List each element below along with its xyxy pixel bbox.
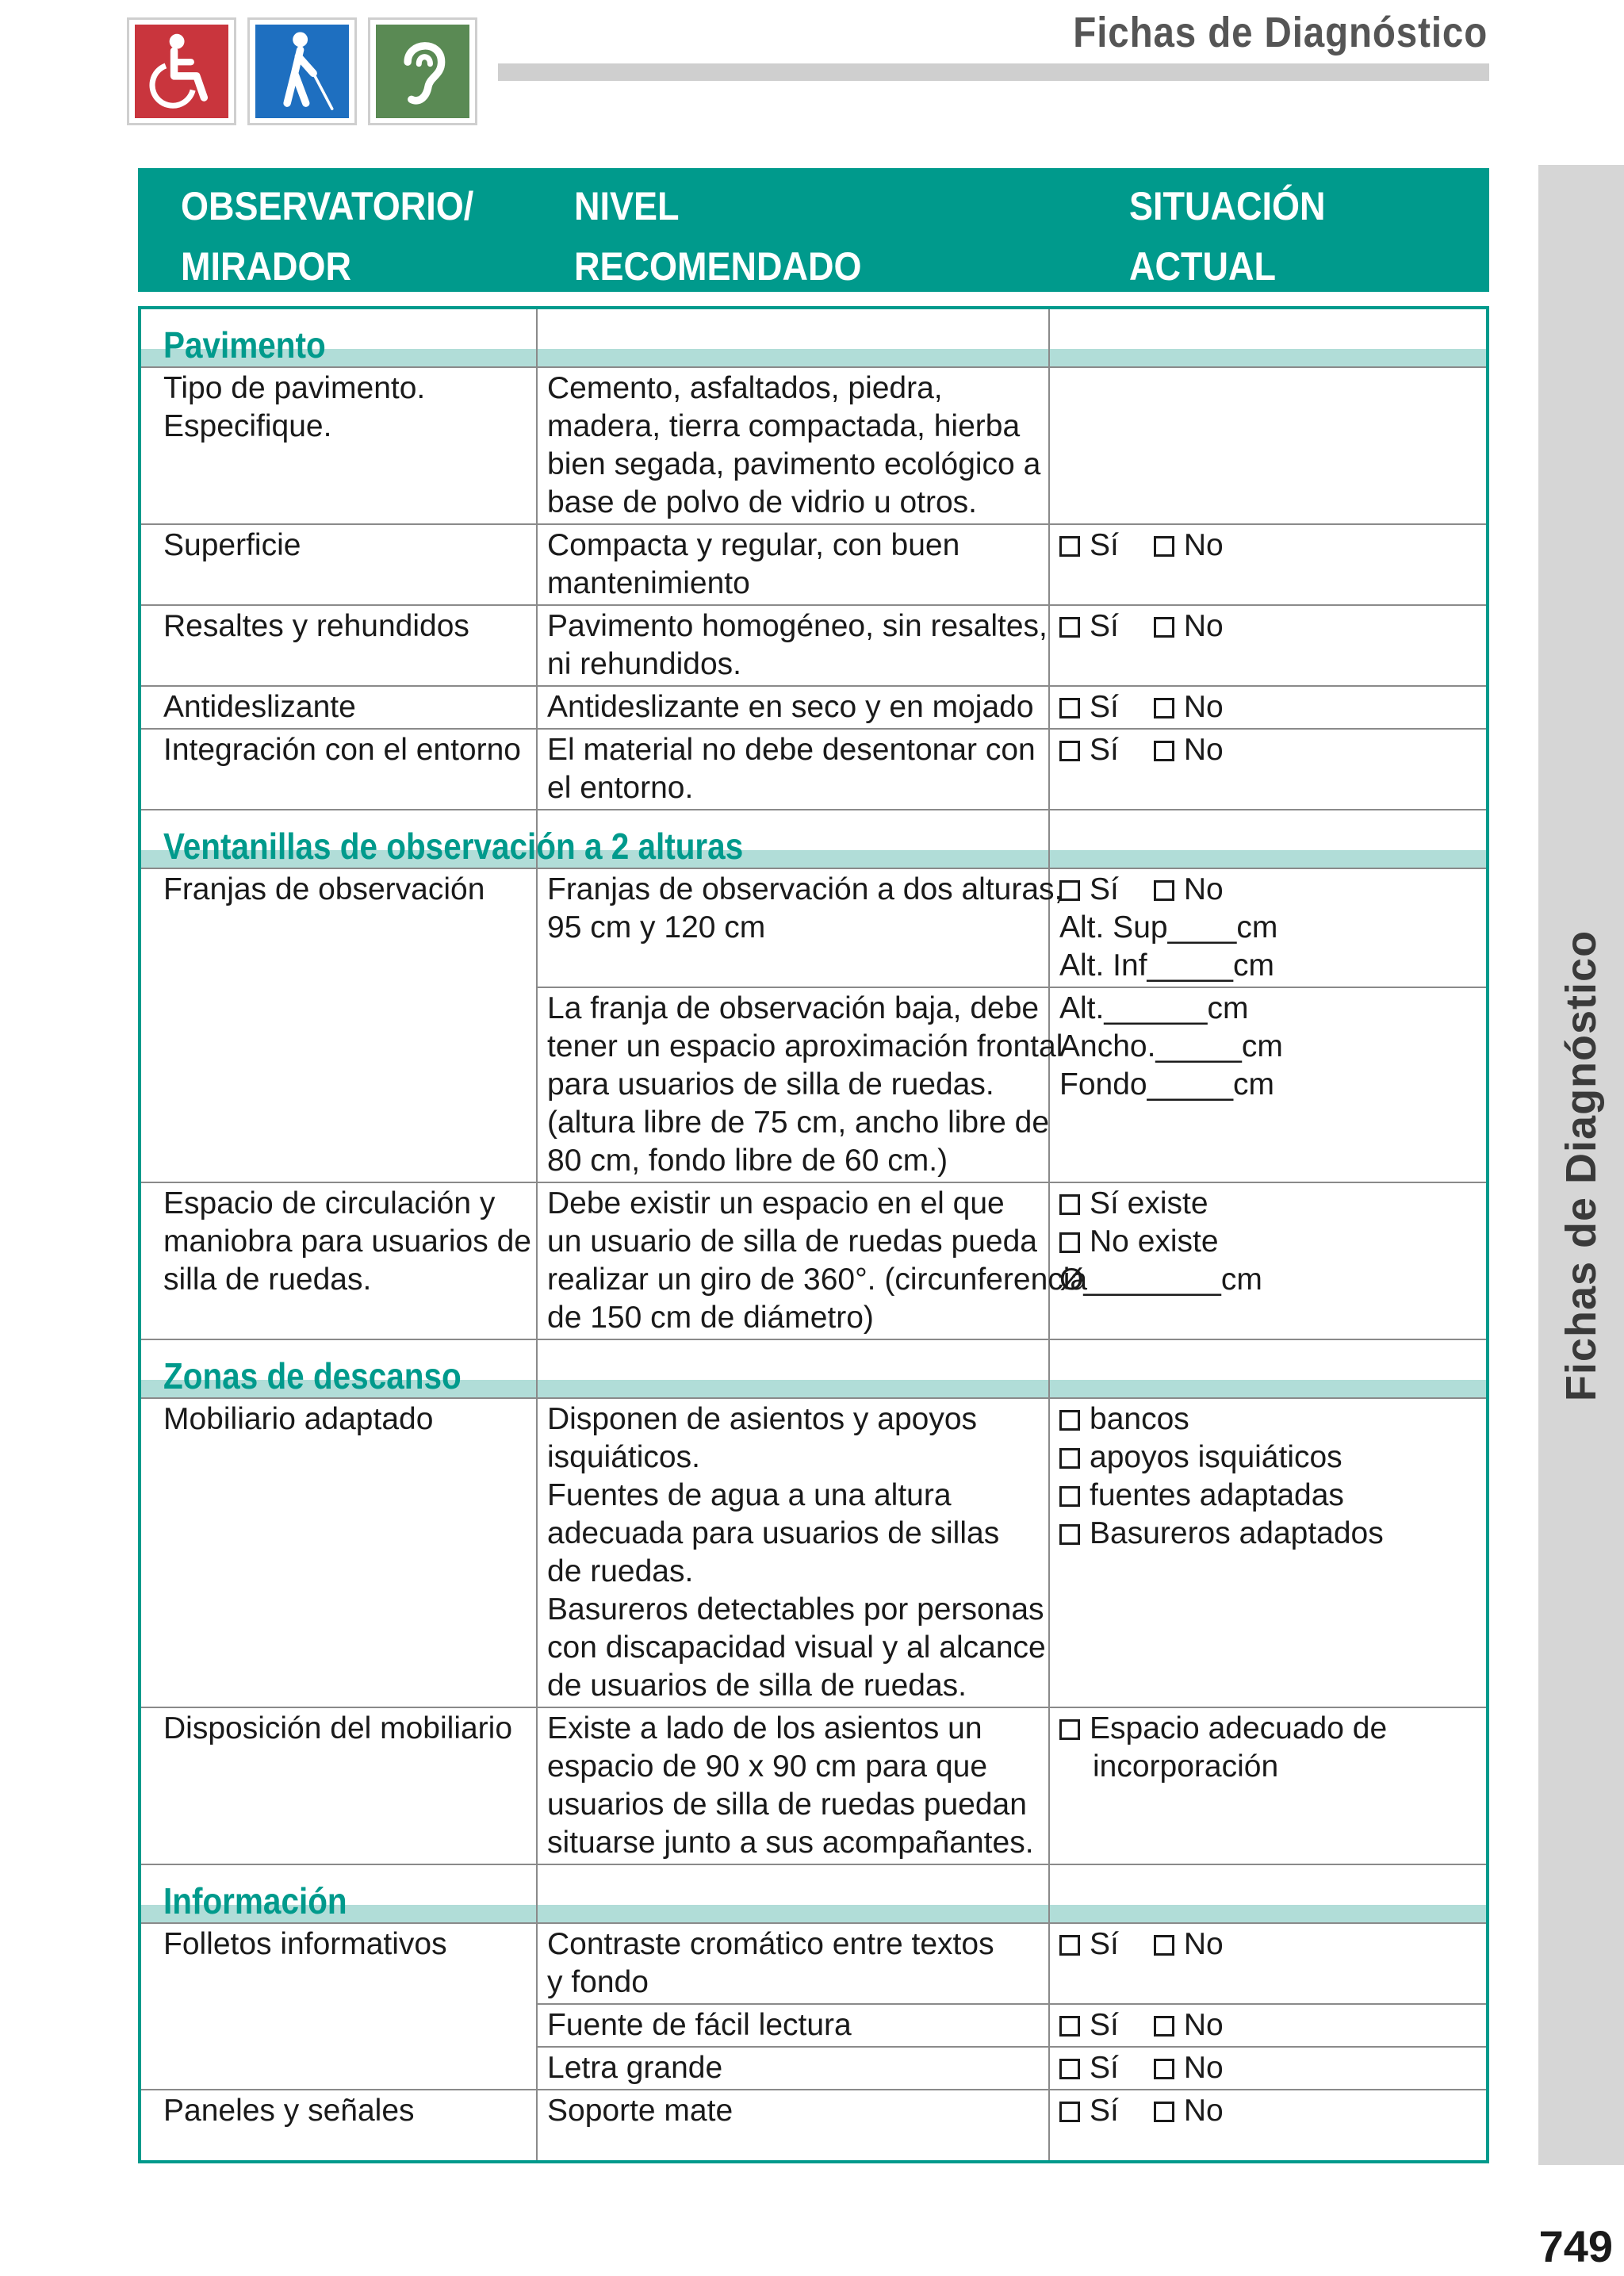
checkbox-no-existe[interactable] <box>1059 1232 1080 1253</box>
table-row <box>140 1182 1488 1339</box>
table-row <box>140 686 1488 729</box>
hearing-icon-box <box>368 17 477 125</box>
field-alt-inf[interactable]: Alt. Inf_____cm <box>1059 948 1274 983</box>
recommended-cell: Antideslizante en seco y en mojado <box>537 686 1049 729</box>
recommended-cell: Compacta y regular, con buen mantenimiento <box>537 524 1049 605</box>
section-row <box>140 1864 1488 1923</box>
item-cell: Mobiliario adaptado <box>140 1398 537 1707</box>
status-cell: Espacio adecuado de incorporación <box>1049 1707 1488 1864</box>
recommended-cell: Letra grande <box>537 2047 1049 2090</box>
section-row <box>140 810 1488 868</box>
checkbox-no[interactable] <box>1154 2059 1174 2079</box>
checkbox-no[interactable] <box>1154 698 1174 718</box>
status-cell: Sí No <box>1049 605 1488 686</box>
checkbox-no[interactable] <box>1154 2102 1174 2122</box>
checkbox-si[interactable] <box>1059 1935 1080 1956</box>
checkbox-si[interactable] <box>1059 2102 1080 2122</box>
diagnostic-table <box>138 306 1489 2163</box>
recommended-cell: Existe a lado de los asientos un espacio de 90 x 90 cm para que usuarios de silla de ruedas puedan situarse junto a sus acompañantes. <box>537 1707 1049 1864</box>
table-row <box>140 1923 1488 2004</box>
checkbox-si[interactable] <box>1059 536 1080 557</box>
recommended-cell: Franjas de observación a dos alturas, 95 cm y 120 cm <box>537 868 1049 987</box>
checkbox-no[interactable] <box>1154 536 1174 557</box>
wheelchair-icon <box>135 25 228 118</box>
field-diameter[interactable]: Ø________cm <box>1059 1263 1262 1297</box>
header-col-situacion: SITUACIÓN ACTUAL <box>1129 184 1326 289</box>
checkbox-si[interactable] <box>1059 2016 1080 2037</box>
status-cell <box>1049 987 1488 1182</box>
blind-person-icon-box <box>247 17 357 125</box>
accessibility-icons <box>127 17 477 125</box>
page-title: Fichas de Diagnóstico <box>1073 9 1488 56</box>
table-row <box>140 605 1488 686</box>
item-cell: Resaltes y rehundidos <box>140 605 537 686</box>
checkbox-fuentes[interactable] <box>1059 1486 1080 1507</box>
page-number: 749 <box>1538 2221 1613 2271</box>
checkbox-no[interactable] <box>1154 617 1174 638</box>
section-title: Información <box>163 1880 347 1922</box>
header-rule <box>498 63 1489 81</box>
checkbox-si[interactable] <box>1059 880 1080 901</box>
status-cell: Sí No <box>1049 1923 1488 2004</box>
field-fondo[interactable]: Fondo_____cm <box>1059 1067 1275 1102</box>
recommended-cell: Debe existir un espacio en el que un usuario de silla de ruedas pueda realizar un giro de 360°. (circunferencia de 150 cm de diámetro) <box>537 1182 1049 1339</box>
item-cell: Paneles y señales <box>140 2090 537 2162</box>
status-cell: Sí No <box>1049 2047 1488 2090</box>
checkbox-si[interactable] <box>1059 617 1080 638</box>
field-ancho[interactable]: Ancho._____cm <box>1059 1029 1283 1063</box>
field-alt-sup[interactable]: Alt. Sup____cm <box>1059 910 1278 945</box>
checkbox-si-existe[interactable] <box>1059 1194 1080 1215</box>
table-row <box>140 1707 1488 1864</box>
status-cell: bancos apoyos isquiáticos fuentes adaptadas Basureros adaptados <box>1049 1398 1488 1707</box>
section-title: Zonas de descanso <box>163 1355 462 1397</box>
status-cell: Sí No Alt. Sup____cm Alt. Inf_____cm <box>1049 868 1488 987</box>
table-row <box>140 868 1488 987</box>
table-row <box>140 2090 1488 2162</box>
status-cell: Sí No <box>1049 686 1488 729</box>
recommended-cell: El material no debe desentonar con el entorno. <box>537 729 1049 810</box>
blind-person-cane-icon <box>255 25 349 118</box>
recommended-cell: Pavimento homogéneo, sin resaltes, ni rehundidos. <box>537 605 1049 686</box>
wheelchair-icon-box <box>127 17 236 125</box>
checkbox-apoyos[interactable] <box>1059 1448 1080 1469</box>
recommended-cell: Fuente de fácil lectura <box>537 2004 1049 2047</box>
checkbox-si[interactable] <box>1059 698 1080 718</box>
section-row <box>140 1339 1488 1398</box>
item-cell: Franjas de observación <box>140 868 537 1182</box>
recommended-cell: Contraste cromático entre textos y fondo <box>537 1923 1049 2004</box>
checkbox-no[interactable] <box>1154 880 1174 901</box>
section-title: Pavimento <box>163 324 326 366</box>
checkbox-bancos[interactable] <box>1059 1410 1080 1431</box>
status-cell <box>1049 367 1488 524</box>
recommended-cell: Disponen de asientos y apoyos isquiáticos. Fuentes de agua a una altura adecuada para usuarios de sillas de ruedas. Basureros detectables por personas con discapacidad visual y al alcance de usuarios de silla de ruedas. <box>537 1398 1049 1707</box>
status-cell: Sí existe No existe Ø________cm <box>1049 1182 1488 1339</box>
item-cell: Antideslizante <box>140 686 537 729</box>
item-cell: Superficie <box>140 524 537 605</box>
table-row <box>140 524 1488 605</box>
checkbox-si[interactable] <box>1059 741 1080 761</box>
checkbox-no[interactable] <box>1154 2016 1174 2037</box>
checkbox-espacio-adecuado[interactable] <box>1059 1719 1080 1740</box>
status-cell: Sí No <box>1049 524 1488 605</box>
item-cell: Espacio de circulación y maniobra para usuarios de silla de ruedas. <box>140 1182 537 1339</box>
section-title: Ventanillas de observación a 2 alturas <box>163 826 744 867</box>
item-cell: Integración con el entorno <box>140 729 537 810</box>
item-cell: Folletos informativos <box>140 1923 537 2090</box>
table-row <box>140 367 1488 524</box>
recommended-cell: La franja de observación baja, debe tener un espacio aproximación frontal para usuarios de silla de ruedas. (altura libre de 75 cm, ancho libre de 80 cm, fondo libre de 60 cm.) <box>537 987 1049 1182</box>
item-cell: Tipo de pavimento. Especifique. <box>140 367 537 524</box>
checkbox-no[interactable] <box>1154 741 1174 761</box>
table-row <box>140 1398 1488 1707</box>
section-row <box>140 308 1488 367</box>
recommended-cell: Cemento, asfaltados, piedra, madera, tierra compactada, hierba bien segada, pavimento ecológico a base de polvo de vidrio u otros. <box>537 367 1049 524</box>
hearing-ear-icon <box>376 25 469 118</box>
header-col-observatorio: OBSERVATORIO/ MIRADOR <box>181 184 474 289</box>
table-row <box>140 729 1488 810</box>
status-cell: Sí No <box>1049 2004 1488 2047</box>
side-tab-label: Fichas de Diagnóstico <box>1557 929 1605 1402</box>
status-cell: Sí No <box>1049 2090 1488 2162</box>
checkbox-si[interactable] <box>1059 2059 1080 2079</box>
recommended-cell: Soporte mate <box>537 2090 1049 2162</box>
item-cell: Disposición del mobiliario <box>140 1707 537 1864</box>
field-alt[interactable]: Alt.______cm <box>1059 991 1249 1025</box>
checkbox-basureros[interactable] <box>1059 1524 1080 1545</box>
status-cell: Sí No <box>1049 729 1488 810</box>
checkbox-no[interactable] <box>1154 1935 1174 1956</box>
table-column-header <box>138 168 1489 292</box>
header-col-nivel: NIVEL RECOMENDADO <box>574 184 862 289</box>
